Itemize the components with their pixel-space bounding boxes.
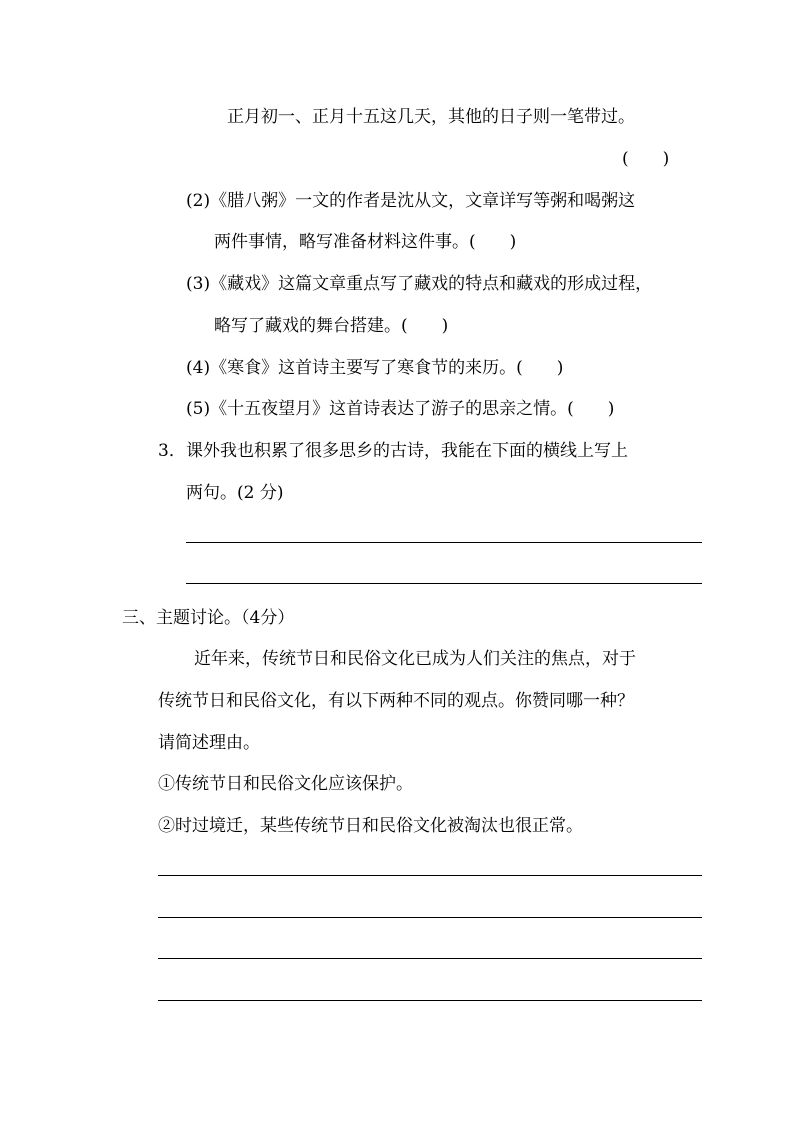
section3-answer-line-1[interactable] xyxy=(158,875,702,876)
q2-item2-line1: (2)《腊八粥》一文的作者是沈从文，文章详写等粥和喝粥这 xyxy=(186,191,636,211)
q2-item2-line2: 两件事情，略写准备材料这件事。( ) xyxy=(214,232,517,252)
q3-line2: 两句。(2 分) xyxy=(186,483,284,503)
q2-item1-continuation: 正月初一、正月十五这几天，其他的日子则一笔带过。 xyxy=(227,107,635,127)
q2-item4-line1: (4)《寒食》这首诗主要写了寒食节的来历。( ) xyxy=(186,358,564,378)
section3-paragraph-line3: 请简述理由。 xyxy=(158,733,260,753)
q2-item3-line2: 略写了藏戏的舞台搭建。( ) xyxy=(214,316,449,336)
section3-option-1: ①传统节日和民俗文化应该保护。 xyxy=(158,774,413,794)
q2-item3-line1: (3)《藏戏》这篇文章重点写了藏戏的特点和藏戏的形成过程， xyxy=(186,274,653,294)
q3-answer-line-1[interactable] xyxy=(186,542,702,543)
q2-item1-answer-paren[interactable]: ( ) xyxy=(622,149,670,169)
section3-option-2: ②时过境迁，某些传统节日和民俗文化被淘汰也很正常。 xyxy=(158,816,583,836)
section3-answer-line-4[interactable] xyxy=(158,1000,702,1001)
q3-line1: 课外我也积累了很多思乡的古诗，我能在下面的横线上写上 xyxy=(186,441,628,461)
section3-answer-line-3[interactable] xyxy=(158,958,702,959)
section3-paragraph-line2: 传统节日和民俗文化，有以下两种不同的观点。你赞同哪一种？ xyxy=(158,691,634,711)
q3-answer-line-2[interactable] xyxy=(186,583,702,584)
section3-answer-line-2[interactable] xyxy=(158,917,702,918)
q3-number: 3． xyxy=(158,441,186,461)
q2-item5-line1: (5)《十五夜望月》这首诗表达了游子的思亲之情。( ) xyxy=(186,399,615,419)
section3-paragraph-line1: 近年来，传统节日和民俗文化已成为人们关注的焦点，对于 xyxy=(194,649,636,669)
section3-heading: 三、主题讨论。（4分） xyxy=(122,608,295,628)
